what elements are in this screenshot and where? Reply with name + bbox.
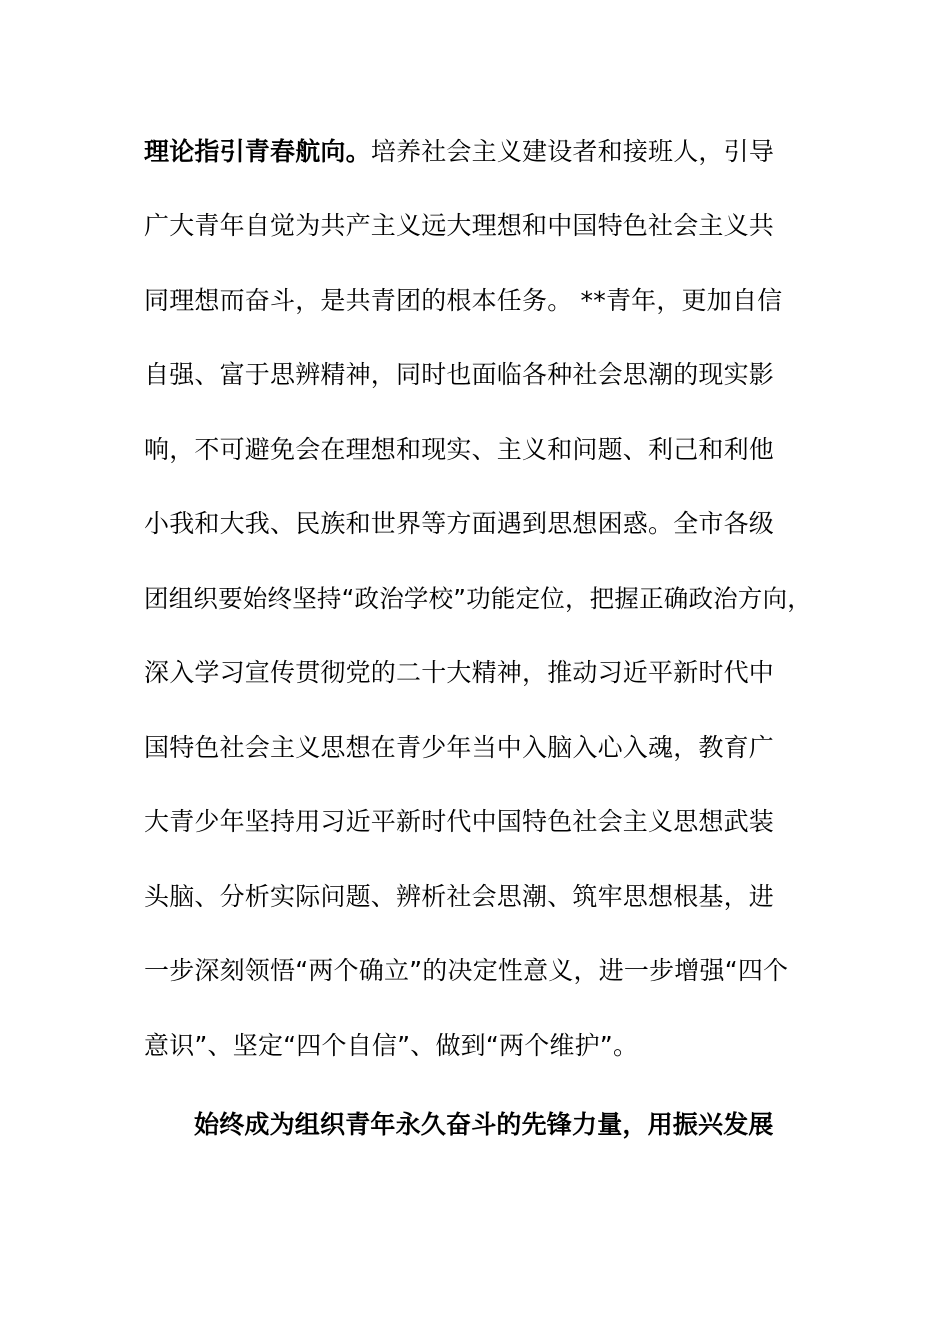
- text-line: 小我和大我、民族和世界等方面遇到思想困惑。全市各级: [144, 509, 775, 538]
- text-line-content: 培养社会主义建设者和接班人，引导: [370, 137, 775, 166]
- text-line: 意识”、坚定“四个自信”、做到“两个维护”。: [144, 1031, 639, 1060]
- paragraph-heading: 始终成为组织青年永久奋斗的先锋力量，用振兴发展: [194, 1110, 774, 1139]
- text-line: 一步深刻领悟“两个确立”的决定性意义，进一步增强“四个: [144, 956, 789, 985]
- paragraph-heading: 理论指引青春航向。: [144, 137, 371, 166]
- text-line: 响，不可避免会在理想和现实、主义和问题、利己和利他: [144, 435, 775, 464]
- text-line: 广大青年自觉为共产主义远大理想和中国特色社会主义共: [144, 211, 775, 240]
- text-line: 深入学习宣传贯彻党的二十大精神，推动习近平新时代中: [144, 658, 775, 687]
- text-line: 大青少年坚持用习近平新时代中国特色社会主义思想武装: [144, 807, 775, 836]
- text-line: 同理想而奋斗，是共青团的根本任务。 **青年，更加自信: [144, 286, 783, 315]
- text-line: [144, 132, 824, 172]
- text-line: 头脑、分析实际问题、辨析社会思潮、筑牢思想根基，进: [144, 882, 775, 911]
- text-line: 自强、富于思辨精神，同时也面临各种社会思潮的现实影: [144, 360, 775, 389]
- text-line: 团组织要始终坚持“政治学校”功能定位，把握正确政治方向，: [144, 584, 812, 613]
- text-line: 国特色社会主义思想在青少年当中入脑入心入魂，教育广: [144, 733, 775, 762]
